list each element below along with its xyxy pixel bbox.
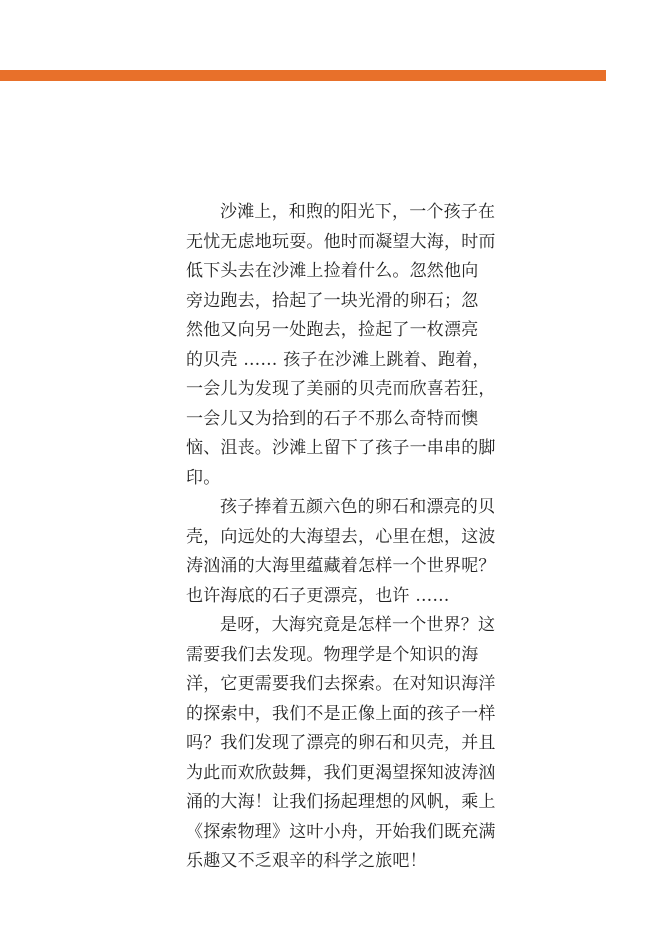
paragraph-2: 孩子捧着五颜六色的卵石和漂亮的贝 壳，向远处的大海望去，心里在想，这波 涛汹涌的大海里蕴藏着怎样一个世界呢？ 也许海底的石子更漂亮，也许 …… bbox=[186, 497, 496, 606]
top-accent-bar bbox=[0, 70, 606, 81]
paragraph-3: 是呀，大海究竟是怎样一个世界？这 需要我们去发现。物理学是个知识的海 洋，它更需要我们去探索。在对知识海洋 的探索中，我们不是正像上面的孩子一样 吗？我们发现了漂亮的卵石和贝壳，并且 为此而欢欣鼓舞，我们更渴望探知波涛汹 涌的大海！让我们扬起理想的风帆，乘上 《探索物理》这叶小舟，开始我们既充满 乐趣又不乏艰辛的科学之旅吧！ bbox=[186, 615, 496, 871]
body-text bbox=[186, 198, 498, 877]
paragraph-1: 沙滩上，和煦的阳光下，一个孩子在 无忧无虑地玩耍。他时而凝望大海，时而 低下头去在沙滩上捡着什么。忽然他向 旁边跑去，拾起了一块光滑的卵石；忽 然他又向另一处跑去，捡起了一枚漂亮 的贝壳 …… 孩子在沙滩上跳着、跑着， 一会儿为发现了美丽的贝壳而欣喜若狂， 一会儿又为拾到的石子不那么奇特而懊 恼、沮丧。沙滩上留下了孩子一串串的脚 印。 bbox=[186, 202, 496, 488]
